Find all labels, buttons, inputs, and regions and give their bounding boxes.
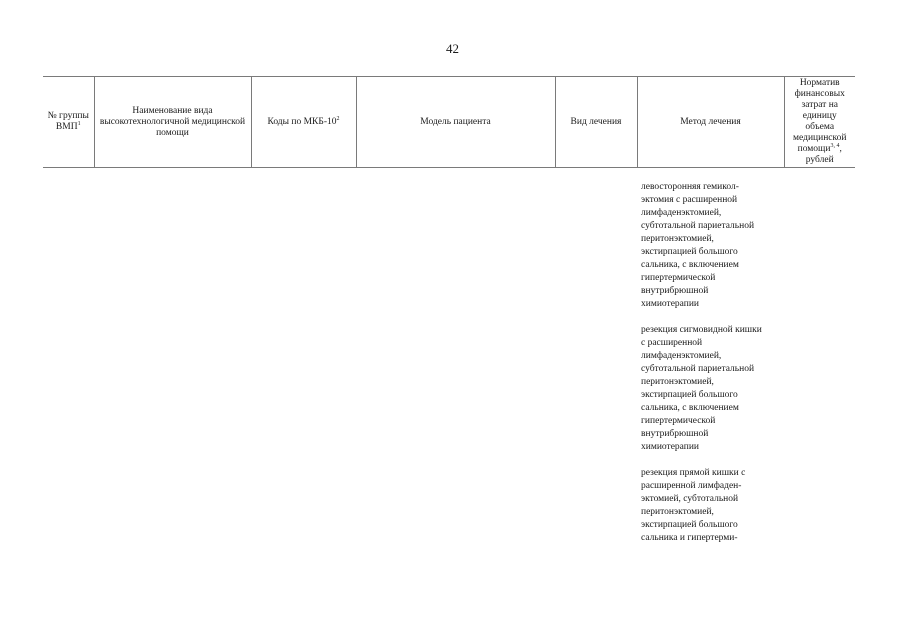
header-cost-norm: [784, 77, 855, 168]
method-line: лимфаденэктомией,: [641, 208, 722, 218]
header-icd-codes-label: Коды по МКБ-10: [267, 116, 337, 127]
method-line: субтотальной париетальной: [641, 364, 755, 374]
method-line: сальника и гипертерми-: [641, 533, 738, 543]
footnote-1: 1: [77, 120, 81, 127]
method-line: сальника, с включением: [641, 260, 739, 270]
method-line: резекция сигмовидной кишки: [641, 325, 762, 335]
method-line: гипертермической: [641, 273, 716, 283]
header-treatment-method-label: Метод лечения: [680, 116, 741, 127]
method-line: с расширенной: [641, 338, 703, 348]
method-entry-rectal-resection: [641, 467, 791, 545]
header-group-number-label: № группы ВМП: [47, 111, 89, 132]
header-treatment-method: [637, 77, 784, 168]
method-entry-left-hemicolectomy: [641, 181, 791, 311]
method-line: экстирпацией большого: [641, 520, 738, 530]
header-treatment-type: [555, 77, 637, 168]
method-line: химиотерапии: [641, 299, 700, 309]
header-icd-codes: [251, 77, 356, 168]
method-line: сальника, с включением: [641, 403, 739, 413]
footnote-3-4: 3, 4: [830, 142, 840, 149]
treatment-method-column: [641, 181, 791, 558]
header-row: [43, 77, 855, 168]
method-line: перитонэктомией,: [641, 234, 714, 244]
header-table: [43, 76, 855, 168]
method-line: гипертермической: [641, 416, 716, 426]
footnote-2: 2: [336, 115, 340, 122]
method-line: резекция прямой кишки с: [641, 468, 746, 478]
header-patient-model: [356, 77, 555, 168]
header-group-number: [43, 77, 94, 168]
header-cost-norm-tail: , рублей: [805, 144, 842, 165]
method-line: внутрибрюшной: [641, 286, 709, 296]
method-line: внутрибрюшной: [641, 429, 709, 439]
method-line: перитонэктомией,: [641, 377, 714, 387]
method-line: эктомия с расширенной: [641, 195, 738, 205]
method-line: экстирпацией большого: [641, 247, 738, 257]
method-line: химиотерапии: [641, 442, 700, 452]
header-patient-model-label: Модель пациента: [420, 116, 491, 127]
method-line: субтотальной париетальной: [641, 221, 755, 231]
method-line: экстирпацией большого: [641, 390, 738, 400]
method-line: левосторонняя гемикол-: [641, 182, 739, 192]
method-entry-sigmoid-resection: [641, 324, 791, 454]
header-cost-norm-label: Норматив финансовых затрат на единицу объема медицинской помощи: [793, 78, 847, 154]
method-line: расширенной лимфаден-: [641, 481, 742, 491]
header-care-type-label: Наименование вида высокотехнологичной медицинской помощи: [99, 105, 246, 138]
header-treatment-type-label: Вид лечения: [570, 116, 622, 127]
method-line: эктомией, субтотальной: [641, 494, 739, 504]
page-number: 42: [446, 41, 459, 56]
header-care-type: [94, 77, 251, 168]
method-line: лимфаденэктомией,: [641, 351, 722, 361]
method-line: перитонэктомией,: [641, 507, 714, 517]
